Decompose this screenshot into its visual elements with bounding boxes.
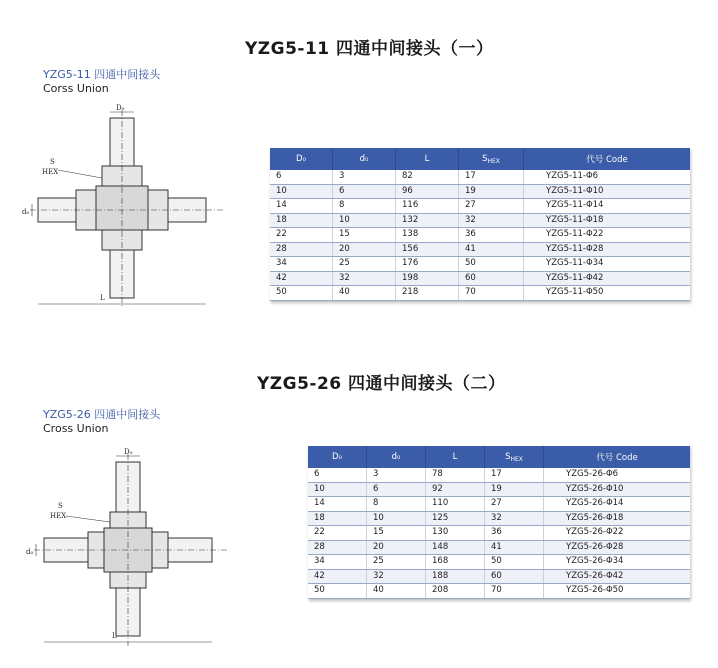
- section1-cross-union-drawing: [22, 104, 228, 308]
- table-cell: 36: [459, 228, 524, 243]
- table-cell: 10: [270, 184, 333, 199]
- section2-col-s: $S_{HEX}$: [485, 446, 544, 468]
- table-cell: 22: [270, 228, 333, 243]
- table-cell: 19: [485, 482, 544, 497]
- table-cell: YZG5-11-Φ6: [524, 170, 691, 184]
- section1-dim-do: D₀: [116, 104, 125, 112]
- table-row: [270, 213, 690, 228]
- table-cell: 32: [367, 569, 426, 584]
- table-cell: 40: [333, 286, 396, 301]
- section2-col-d: d₀: [367, 446, 426, 468]
- section2-cross-union-drawing: [26, 448, 232, 648]
- table-cell: 19: [459, 184, 524, 199]
- table-cell: 3: [367, 468, 426, 482]
- table-cell: 34: [308, 555, 367, 570]
- table-cell: 32: [459, 213, 524, 228]
- table-cell: 14: [308, 497, 367, 512]
- table-cell: YZG5-26-Φ10: [544, 482, 691, 497]
- section1-spec-table: [270, 148, 690, 301]
- table-row: [270, 199, 690, 214]
- section1-dim-s: S: [50, 158, 55, 166]
- section2-col-code: 代号 Code: [544, 446, 691, 468]
- table-cell: 188: [426, 569, 485, 584]
- table-cell: 42: [308, 569, 367, 584]
- table-cell: 96: [396, 184, 459, 199]
- table-cell: YZG5-11-Φ10: [524, 184, 691, 199]
- table-cell: 6: [270, 170, 333, 184]
- table-cell: 14: [270, 199, 333, 214]
- table-cell: YZG5-11-Φ18: [524, 213, 691, 228]
- table-cell: 25: [367, 555, 426, 570]
- table-cell: YZG5-11-Φ50: [524, 286, 691, 301]
- table-cell: 50: [270, 286, 333, 301]
- section1-drawing-label-cn: YZG5-11 四通中间接头: [43, 68, 161, 81]
- table-cell: 116: [396, 199, 459, 214]
- table-cell: 218: [396, 286, 459, 301]
- table-cell: 17: [459, 170, 524, 184]
- table-cell: 208: [426, 584, 485, 599]
- table-cell: 8: [333, 199, 396, 214]
- section1-title: YZG5-11 四通中间接头（一）: [245, 39, 494, 59]
- section1-drawing-label: [43, 68, 160, 96]
- table-cell: 32: [333, 271, 396, 286]
- table-cell: 125: [426, 511, 485, 526]
- table-cell: 176: [396, 257, 459, 272]
- section1-col-code: 代号 Code: [524, 148, 691, 170]
- section2-dim-d: d₀: [26, 548, 34, 556]
- section2-spec-table: [308, 446, 690, 599]
- section1-col-do: D₀: [270, 148, 333, 170]
- section1-col-d: d₀: [333, 148, 396, 170]
- section1-dim-hex: HEX: [42, 168, 59, 176]
- table-cell: 82: [396, 170, 459, 184]
- table-cell: 41: [459, 242, 524, 257]
- section2-dim-l: L: [112, 632, 117, 640]
- table-cell: YZG5-11-Φ28: [524, 242, 691, 257]
- table-cell: 32: [485, 511, 544, 526]
- section2-dim-do: D₀: [124, 448, 133, 456]
- section2-dim-s: S: [58, 502, 63, 510]
- table-cell: 3: [333, 170, 396, 184]
- table-row: [308, 468, 690, 482]
- table-cell: YZG5-26-Φ42: [544, 569, 691, 584]
- table-cell: 156: [396, 242, 459, 257]
- table-cell: 198: [396, 271, 459, 286]
- table-cell: 27: [485, 497, 544, 512]
- table-cell: 132: [396, 213, 459, 228]
- table-cell: 20: [333, 242, 396, 257]
- table-cell: 138: [396, 228, 459, 243]
- section2-drawing-label-en: Cross Union: [43, 422, 109, 435]
- table-cell: 20: [367, 540, 426, 555]
- table-cell: 8: [367, 497, 426, 512]
- section1-col-l: L: [396, 148, 459, 170]
- table-cell: YZG5-26-Φ34: [544, 555, 691, 570]
- table-cell: YZG5-26-Φ28: [544, 540, 691, 555]
- table-cell: 18: [308, 511, 367, 526]
- table-cell: 10: [367, 511, 426, 526]
- table-cell: 22: [308, 526, 367, 541]
- table-cell: 50: [459, 257, 524, 272]
- table-cell: 28: [270, 242, 333, 257]
- table-cell: 27: [459, 199, 524, 214]
- table-cell: 92: [426, 482, 485, 497]
- table-cell: 60: [459, 271, 524, 286]
- table-cell: 15: [367, 526, 426, 541]
- table-cell: 50: [485, 555, 544, 570]
- table-row: [270, 184, 690, 199]
- table-cell: 70: [485, 584, 544, 599]
- section2-col-do: D₀: [308, 446, 367, 468]
- table-cell: 40: [367, 584, 426, 599]
- table-cell: 6: [333, 184, 396, 199]
- table-cell: 6: [308, 468, 367, 482]
- table-cell: 110: [426, 497, 485, 512]
- table-row: [270, 242, 690, 257]
- section1-drawing-label-en: Corss Union: [43, 82, 109, 95]
- table-cell: 34: [270, 257, 333, 272]
- table-row: [308, 526, 690, 541]
- table-row: [270, 170, 690, 184]
- table-cell: 42: [270, 271, 333, 286]
- section2-drawing-label-cn: YZG5-26 四通中间接头: [43, 408, 161, 421]
- table-cell: 17: [485, 468, 544, 482]
- table-row: [308, 482, 690, 497]
- table-cell: 10: [308, 482, 367, 497]
- table-cell: YZG5-26-Φ14: [544, 497, 691, 512]
- table-cell: 18: [270, 213, 333, 228]
- section1-table-header-row: [270, 148, 690, 170]
- table-cell: 148: [426, 540, 485, 555]
- section1-dim-d: d₀: [22, 208, 30, 216]
- table-row: [270, 286, 690, 301]
- table-cell: YZG5-11-Φ22: [524, 228, 691, 243]
- table-cell: 28: [308, 540, 367, 555]
- section2-col-l: L: [426, 446, 485, 468]
- section2-dim-hex: HEX: [50, 512, 67, 520]
- table-cell: 41: [485, 540, 544, 555]
- table-row: [308, 540, 690, 555]
- table-cell: 70: [459, 286, 524, 301]
- section1-dim-l: L: [100, 294, 105, 302]
- section2-table-header-row: [308, 446, 690, 468]
- section2-title: YZG5-26 四通中间接头（二）: [257, 374, 506, 394]
- table-row: [270, 271, 690, 286]
- table-cell: YZG5-11-Φ42: [524, 271, 691, 286]
- table-row: [270, 257, 690, 272]
- table-cell: YZG5-26-Φ22: [544, 526, 691, 541]
- table-row: [308, 584, 690, 599]
- table-cell: 168: [426, 555, 485, 570]
- section1-col-s: $S_{HEX}$: [459, 148, 524, 170]
- table-cell: 10: [333, 213, 396, 228]
- table-cell: 6: [367, 482, 426, 497]
- table-cell: 36: [485, 526, 544, 541]
- table-cell: 50: [308, 584, 367, 599]
- table-cell: YZG5-26-Φ50: [544, 584, 691, 599]
- table-cell: 60: [485, 569, 544, 584]
- section2-drawing-label: [43, 408, 160, 436]
- table-cell: 15: [333, 228, 396, 243]
- table-cell: 130: [426, 526, 485, 541]
- table-row: [308, 569, 690, 584]
- table-row: [270, 228, 690, 243]
- table-cell: YZG5-11-Φ34: [524, 257, 691, 272]
- table-cell: YZG5-26-Φ6: [544, 468, 691, 482]
- table-row: [308, 497, 690, 512]
- table-row: [308, 555, 690, 570]
- table-row: [308, 511, 690, 526]
- table-cell: YZG5-11-Φ14: [524, 199, 691, 214]
- table-cell: YZG5-26-Φ18: [544, 511, 691, 526]
- table-cell: 78: [426, 468, 485, 482]
- table-cell: 25: [333, 257, 396, 272]
